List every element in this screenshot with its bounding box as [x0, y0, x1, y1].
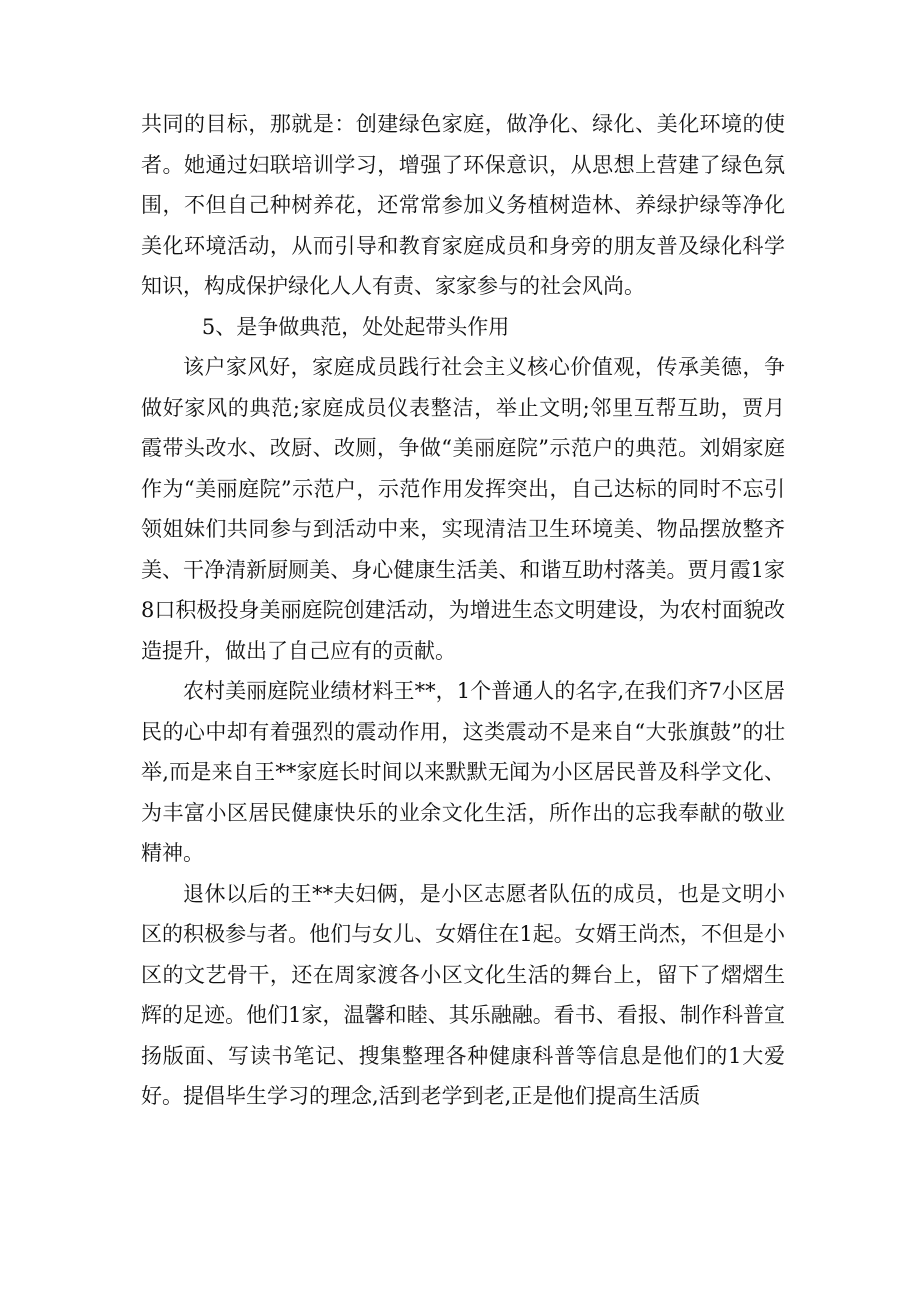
- paragraph-wang-introduction: 农村美丽庭院业绩材料王**，1个普通人的名字,在我们齐7小区居民的心中却有着强烈的震动作用，这类震动不是来自“大张旗鼓”的壮举,而是来自王**家庭长时间以来默默无闻为小区居民普及科学文化、为丰富小区居民健康快乐的业余文化生活，所作出的忘我奉献的敬业精神。: [141, 679, 785, 865]
- paragraph-continuation: 共同的目标，那就是：创建绿色家庭，做净化、绿化、美化环境的使者。她通过妇联培训学习，增强了环保意识，从思想上营建了绿色氛围，不但自己种树养花，还常常参加义务植树造林、养绿护绿等净化美化环境活动，从而引导和教育家庭成员和身旁的朋友普及绿化科学知识，构成保护绿化人人有责、家家参与的社会风尚。: [141, 112, 785, 298]
- paragraph-model-household: 该户家风好，家庭成员践行社会主义核心价值观，传承美德，争做好家风的典范;家庭成员仪表整洁，举止文明;邻里互帮互助，贾月霞带头改水、改厨、改厕，争做“美丽庭院”示范户的典范。刘娟家庭作为“美丽庭院”示范户，示范作用发挥突出，自己达标的同时不忘引领姐妹们共同参与到活动中来，实现清洁卫生环境美、物品摆放整齐美、干净清新厨厕美、身心健康生活美、和谐互助村落美。贾月霞1家8口积极投身美丽庭院创建活动，为增进生态文明建设，为农村面貌改造提升，做出了自己应有的贡献。: [141, 355, 785, 663]
- section-heading: 5、是争做典范，处处起带头作用: [201, 314, 510, 339]
- document-page: [141, 104, 785, 1117]
- paragraph-retired-couple: 退休以后的王**夫妇俩，是小区志愿者队伍的成员，也是文明小区的积极参与者。他们与女儿、女婿住在1起。女婿王尚杰，不但是小区的文艺骨干，还在周家渡各小区文化生活的舞台上，留下了熠熠生辉的足迹。他们1家，温馨和睦、其乐融融。看书、看报、制作科普宣扬版面、写读书笔记、搜集整理各种健康科普等信息是他们的1大爱好。提倡毕生学习的理念,活到老学到老,正是他们提高生活质: [141, 881, 785, 1108]
